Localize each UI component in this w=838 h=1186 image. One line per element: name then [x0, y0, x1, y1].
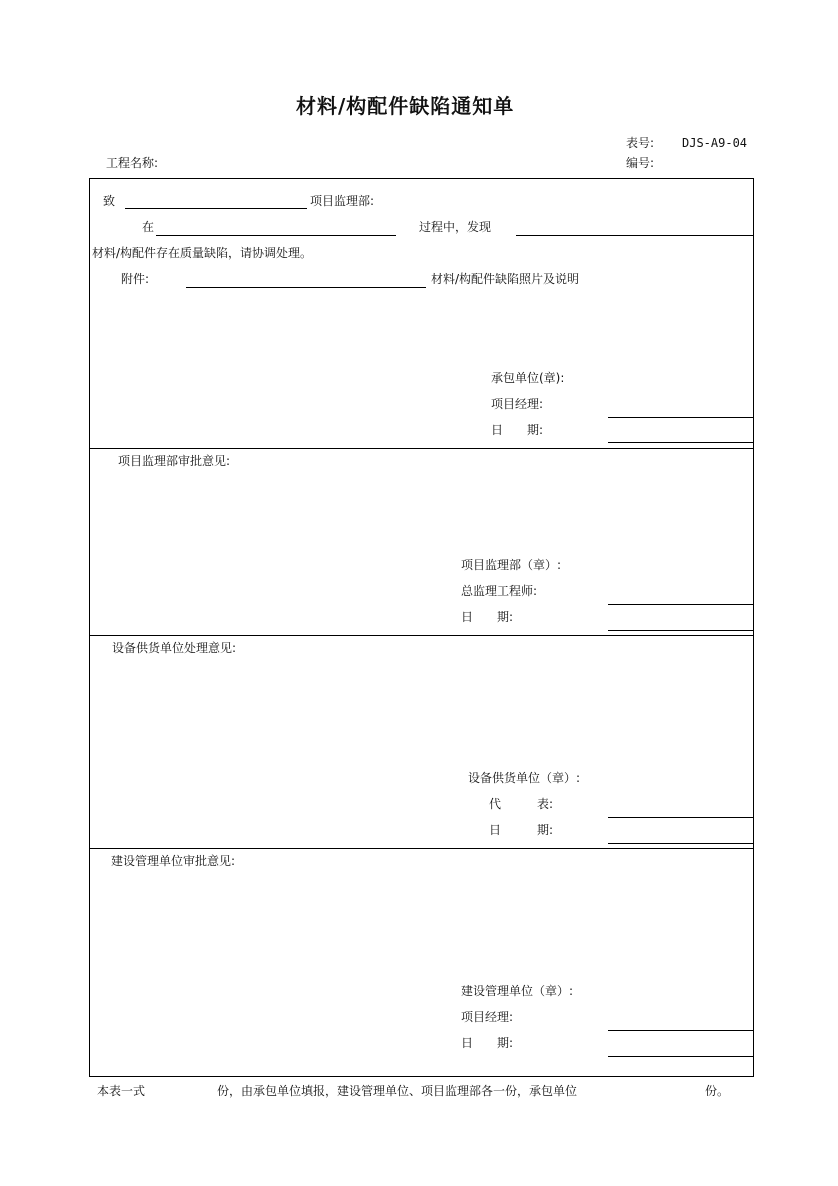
contractor-seal-label: 承包单位(章): — [491, 371, 565, 385]
defect-text: 材料/构配件存在质量缺陷，请协调处理。 — [92, 246, 313, 260]
footer-note-end: 份。 — [705, 1084, 730, 1098]
serial-number-label: 编号: — [626, 156, 655, 170]
project-manager-field[interactable] — [608, 1030, 754, 1031]
representative-field[interactable] — [608, 817, 754, 818]
page-title: 材料/构配件缺陷通知单 — [296, 94, 515, 118]
supervision-approval-heading: 项目监理部审批意见: — [118, 454, 231, 468]
footer-note-middle: 份，由承包单位填报，建设管理单位、项目监理部各一份，承包单位 — [217, 1084, 578, 1098]
project-manager-field[interactable] — [608, 417, 754, 418]
section-divider — [89, 448, 754, 449]
date-label: 日 期: — [461, 610, 514, 624]
footer-note-start: 本表一式 — [97, 1084, 146, 1098]
date-field[interactable] — [608, 442, 754, 443]
date-field[interactable] — [608, 843, 754, 844]
process-label: 过程中，发现 — [419, 220, 492, 234]
form-number-value: DJS-A9-04 — [682, 136, 748, 150]
project-manager-label: 项目经理: — [491, 397, 544, 411]
chief-engineer-label: 总监理工程师: — [461, 584, 538, 598]
representative-label: 代 表: — [489, 797, 554, 811]
project-name-label: 工程名称: — [106, 156, 159, 170]
date-label: 日 期: — [489, 823, 554, 837]
project-manager-label: 项目经理: — [461, 1010, 514, 1024]
date-field[interactable] — [608, 1056, 754, 1057]
attachment-label: 附件: — [121, 272, 150, 286]
owner-seal-label: 建设管理单位（章）: — [461, 984, 574, 998]
attachment-field[interactable] — [186, 287, 426, 288]
section-divider — [89, 635, 754, 636]
to-label: 致 — [103, 194, 116, 208]
location-field[interactable] — [156, 235, 396, 236]
date-label: 日 期: — [491, 423, 544, 437]
at-label: 在 — [142, 220, 155, 234]
supplier-seal-label: 设备供货单位（章）: — [468, 771, 581, 785]
supplier-opinion-heading: 设备供货单位处理意见: — [112, 641, 237, 655]
date-label: 日 期: — [461, 1036, 514, 1050]
section-divider — [89, 848, 754, 849]
owner-approval-heading: 建设管理单位审批意见: — [111, 854, 236, 868]
finding-field[interactable] — [516, 235, 754, 236]
date-field[interactable] — [608, 630, 754, 631]
supervision-dept-label: 项目监理部: — [310, 194, 375, 208]
chief-engineer-field[interactable] — [608, 604, 754, 605]
form-frame — [89, 178, 754, 1077]
supervision-seal-label: 项目监理部（章）: — [461, 558, 562, 572]
form-number-label: 表号: — [626, 136, 655, 150]
attachment-suffix: 材料/构配件缺陷照片及说明 — [431, 272, 580, 286]
recipient-field[interactable] — [125, 208, 307, 209]
